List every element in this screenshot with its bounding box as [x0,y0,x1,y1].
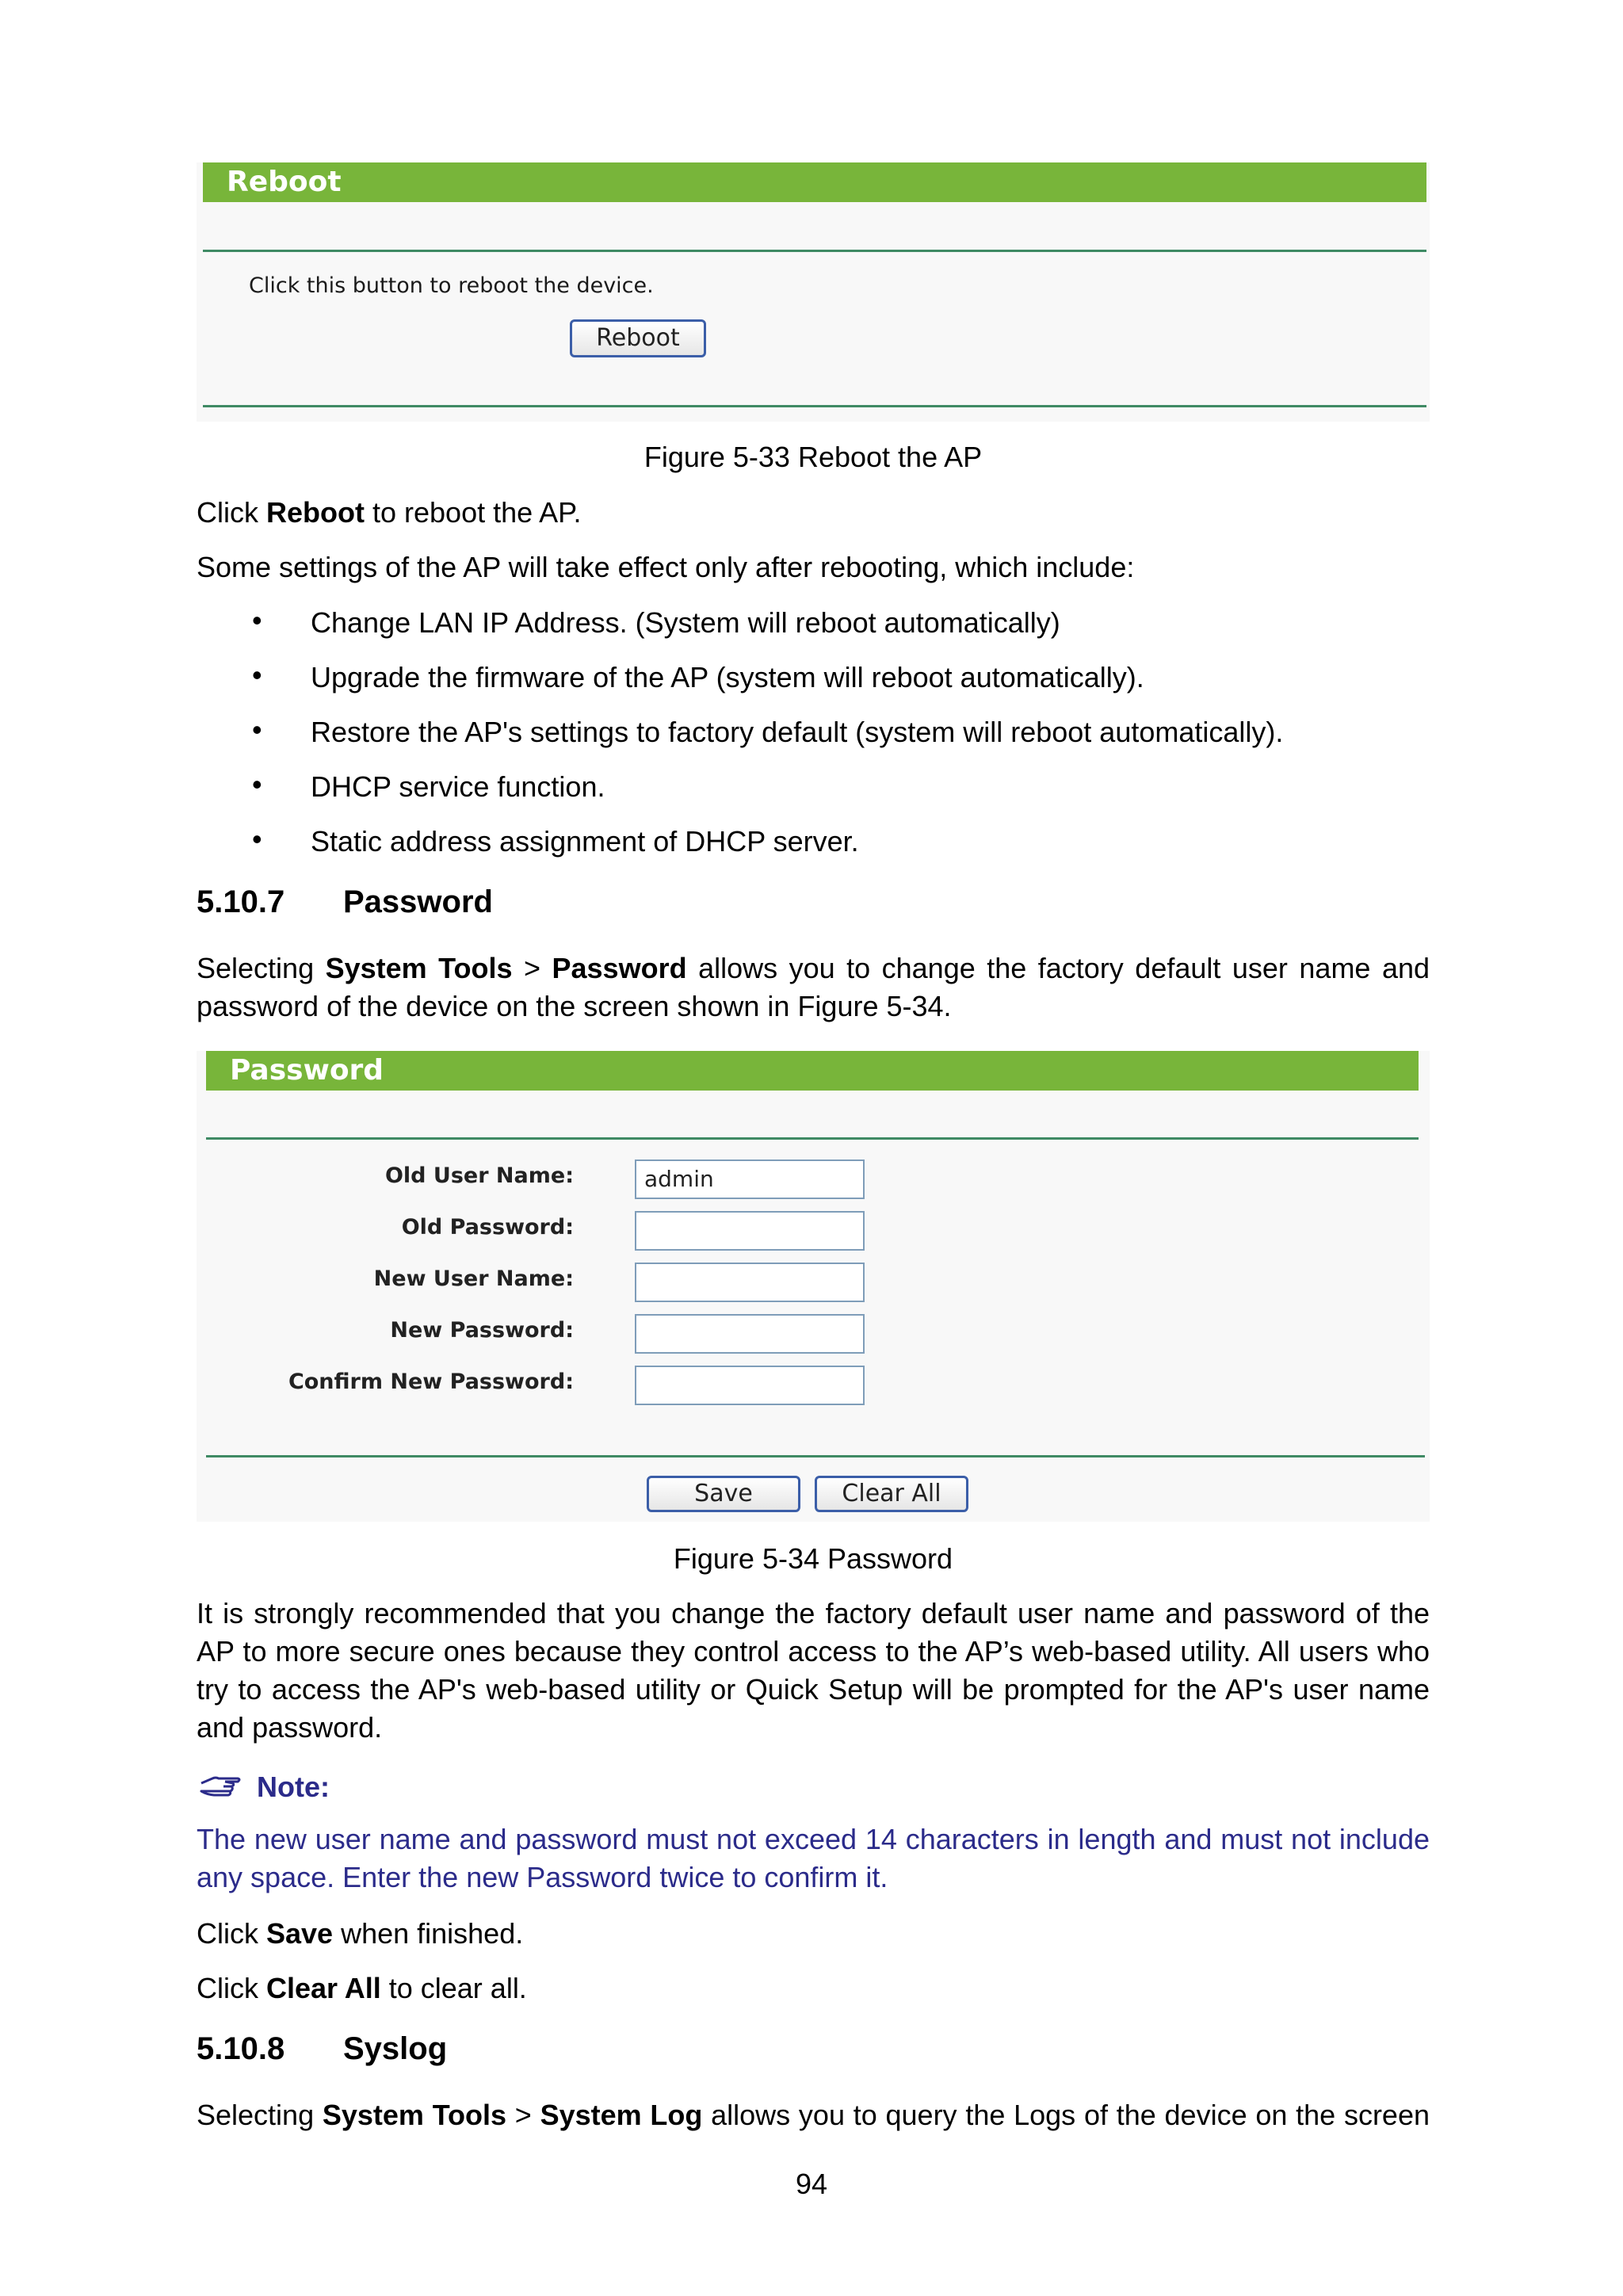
text: to clear all. [380,1972,527,2004]
text: to reboot the AP. [364,496,582,529]
bold-text: Clear All [266,1972,381,2004]
pointing-hand-icon [198,1772,242,1804]
paragraph-line: It is strongly recommended that you change the factory default user name and password of the [197,1597,1430,1629]
old-user-name-input[interactable]: admin [635,1159,865,1199]
bold-text: Password [552,952,687,984]
confirm-new-password-label: Confirm New Password: [288,1370,574,1394]
paragraph [197,1915,523,1953]
note-text: any space. Enter the new Password twice to confirm it. [197,1861,888,1893]
text: Selecting [197,952,326,984]
new-user-name-label: New User Name: [373,1266,574,1291]
bold-text: System Tools [325,952,513,984]
save-button[interactable]: Save [647,1476,800,1512]
bullet-icon: • [252,713,262,746]
new-user-name-input[interactable] [635,1263,865,1302]
divider [203,250,1426,252]
bullet-icon: • [252,604,262,636]
paragraph-line: try to access the AP's web-based utility or Quick Setup will be prompted for the AP's user name [197,1673,1430,1706]
paragraph-line: and password. [197,1711,383,1744]
bullet-icon: • [252,823,262,855]
old-password-input[interactable] [635,1211,865,1251]
confirm-new-password-input[interactable] [635,1366,865,1405]
list-item: Static address assignment of DHCP server. [311,825,859,858]
page-number: 94 [795,2168,828,2200]
section-title: Password [343,884,493,919]
paragraph [197,1969,527,2008]
new-password-label: New Password: [390,1318,574,1343]
paragraph-line: AP to more secure ones because they control access to the AP’s web-based utility. All users who [197,1635,1430,1668]
list-item: Upgrade the firmware of the AP (system will reboot automatically). [311,661,1144,693]
list-item: Restore the AP's settings to factory default (system will reboot automatically). [311,716,1284,748]
note-label: Note: [257,1771,330,1803]
text: > [512,952,552,984]
old-password-label: Old Password: [401,1215,574,1240]
reboot-panel-title: Reboot [203,162,1426,202]
clear-all-button[interactable]: Clear All [815,1476,968,1512]
section-number: 5.10.8 [197,2031,285,2066]
section-number: 5.10.7 [197,884,285,919]
text: allows you to query the Logs of the device on the screen [702,2099,1430,2131]
paragraph [197,2096,1430,2134]
paragraph [197,949,1430,988]
new-password-input[interactable] [635,1314,865,1354]
bold-text: System Tools [322,2099,507,2131]
divider [206,1137,1419,1140]
reboot-instruction: Click this button to reboot the device. [249,273,654,298]
list-item: DHCP service function. [311,770,605,803]
reboot-panel [197,162,1430,422]
divider [206,1455,1425,1457]
text: Click [197,1972,266,2004]
divider [203,405,1426,407]
bold-text: System Log [540,2099,703,2131]
text: when finished. [333,1917,524,1950]
old-user-name-label: Old User Name: [384,1163,574,1188]
password-panel [197,1051,1430,1522]
password-panel-title: Password [206,1051,1419,1091]
bold-text: Save [266,1917,334,1950]
figure-caption: Figure 5-34 Password [673,1542,953,1575]
section-title: Syslog [343,2031,448,2066]
text: Click [197,496,266,529]
paragraph: Some settings of the AP will take effect only after rebooting, which include: [197,551,1135,583]
text: > [506,2099,540,2131]
text: allows you to change the factory default user name and [686,952,1430,984]
bullet-icon: • [252,768,262,800]
reboot-button[interactable]: Reboot [570,319,706,357]
text: Click [197,1917,266,1950]
note-text: The new user name and password must not exceed 14 characters in length and must not include [197,1823,1430,1855]
bullet-icon: • [252,659,262,691]
paragraph [197,494,582,532]
figure-caption: Figure 5-33 Reboot the AP [643,441,983,473]
list-item: Change LAN IP Address. (System will reboot automatically) [311,606,1060,639]
bold-text: Reboot [266,496,365,529]
text: Selecting [197,2099,323,2131]
paragraph-line: password of the device on the screen shown in Figure 5-34. [197,990,952,1022]
